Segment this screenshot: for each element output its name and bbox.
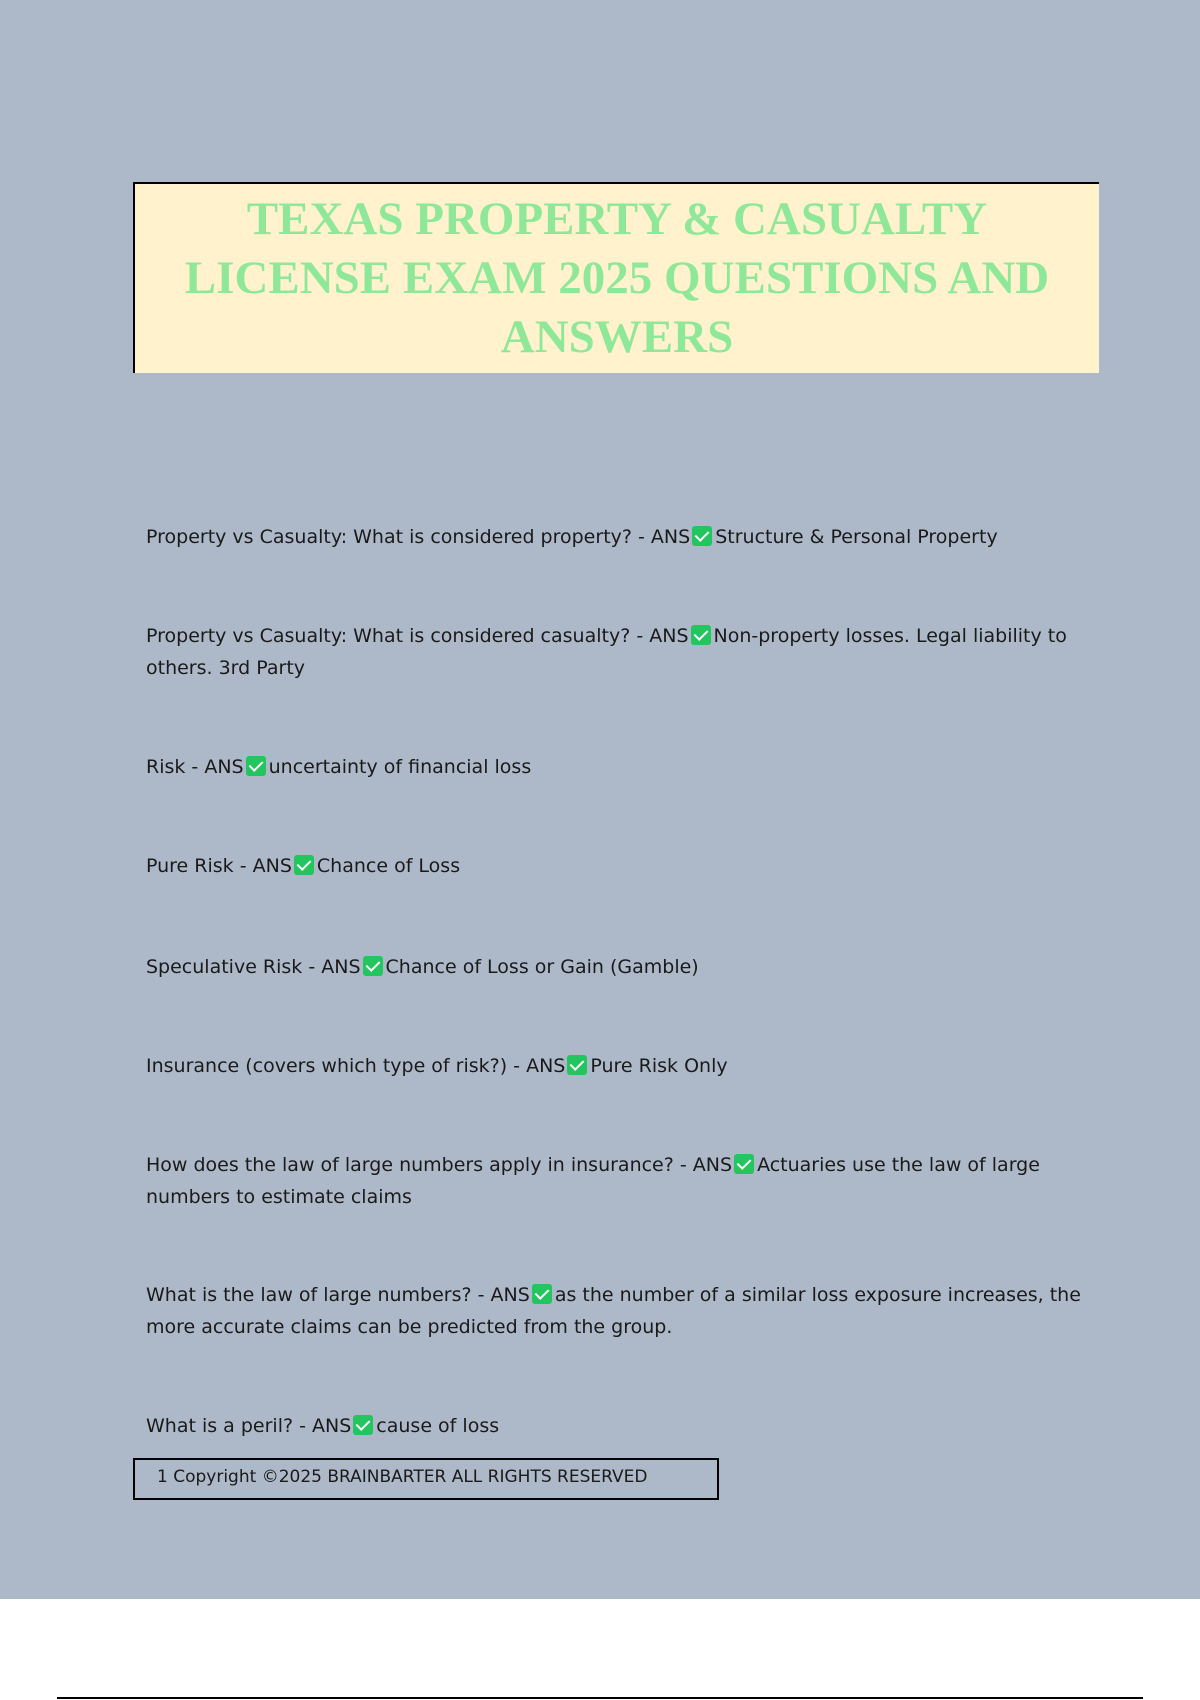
answer-text: Actuaries use the law of large numbers to estimate claims	[146, 1154, 1040, 1208]
answer-marker: ANS	[252, 855, 292, 877]
question-text: How does the law of large numbers apply in insurance? -	[146, 1154, 687, 1176]
qa-item	[146, 620, 1086, 684]
answer-text: Chance of Loss or Gain (Gamble)	[385, 956, 699, 978]
check-icon	[246, 756, 266, 776]
question-text: Insurance (covers which type of risk?) -	[146, 1055, 521, 1077]
qa-item	[146, 850, 1086, 882]
answer-text: Structure & Personal Property	[715, 526, 998, 548]
check-icon	[294, 855, 314, 875]
question-text: Property vs Casualty: What is considered casualty? -	[146, 625, 644, 647]
question-text: Pure Risk -	[146, 855, 247, 877]
answer-text: uncertainty of financial loss	[268, 756, 532, 778]
page-divider	[57, 1697, 1143, 1699]
answer-marker: ANS	[312, 1415, 352, 1437]
qa-item	[146, 1410, 1086, 1442]
copyright-text: 1 Copyright ©2025 BRAINBARTER ALL RIGHTS RESERVED	[157, 1467, 648, 1487]
answer-marker: ANS	[650, 526, 691, 548]
answer-text: Chance of Loss	[316, 855, 461, 877]
qa-item	[146, 751, 1086, 783]
document-title: TEXAS PROPERTY & CASUALTY LICENSE EXAM 2025 QUESTIONS AND ANSWERS	[184, 193, 1050, 363]
answer-text: Non-property losses. Legal liability to others. 3rd Party	[146, 625, 1067, 679]
qa-item	[146, 1149, 1086, 1213]
answer-text: cause of loss	[376, 1415, 500, 1437]
answer-marker: ANS	[692, 1154, 733, 1176]
answer-marker: ANS	[526, 1055, 566, 1077]
question-text: Speculative Risk -	[146, 956, 316, 978]
answer-text: as the number of a similar loss exposure increases, the more accurate claims can be predicted from the group.	[146, 1284, 1081, 1338]
answer-marker: ANS	[321, 956, 361, 978]
question-text: Property vs Casualty: What is considered property? -	[146, 526, 645, 548]
copyright-footer	[133, 1458, 719, 1500]
check-icon	[691, 625, 711, 645]
check-icon	[734, 1154, 754, 1174]
question-text: Risk -	[146, 756, 199, 778]
answer-text: Pure Risk Only	[590, 1055, 728, 1077]
qa-item	[146, 1279, 1086, 1343]
check-icon	[353, 1415, 373, 1435]
answer-marker: ANS	[649, 625, 689, 647]
check-icon	[532, 1284, 552, 1304]
qa-item	[146, 951, 1086, 983]
question-text: What is a peril? -	[146, 1415, 306, 1437]
question-text: What is the law of large numbers? -	[146, 1284, 485, 1306]
check-icon	[363, 956, 383, 976]
check-icon	[692, 526, 712, 546]
qa-item	[146, 521, 1086, 553]
check-icon	[567, 1055, 587, 1075]
answer-marker: ANS	[490, 1284, 530, 1306]
title-box	[133, 182, 1099, 373]
qa-item	[146, 1050, 1086, 1082]
answer-marker: ANS	[204, 756, 244, 778]
